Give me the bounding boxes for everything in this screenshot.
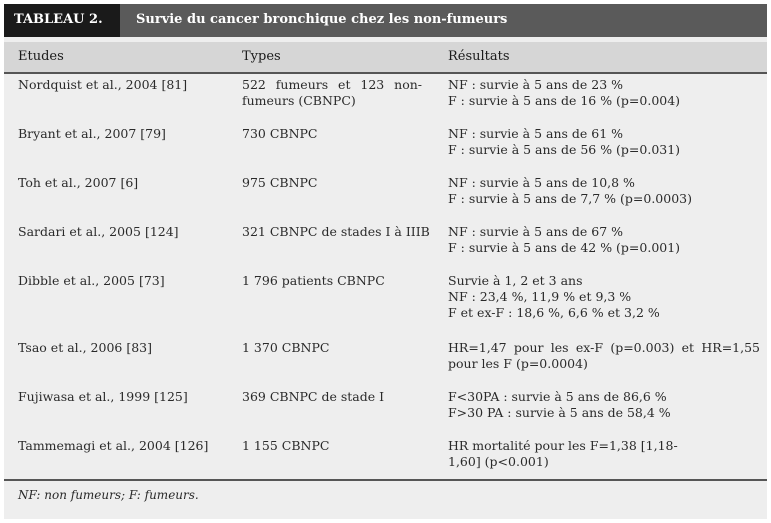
- results-cell: [448, 389, 760, 421]
- result-line: NF : 23,4 %, 11,9 % et 9,3 %: [448, 289, 632, 304]
- column-header-etudes: Etudes: [18, 49, 64, 64]
- result-line: F : survie à 5 ans de 7,7 % (p=0.0003): [448, 191, 692, 206]
- study-cell: Toh et al., 2007 [6]: [18, 175, 139, 190]
- study-cell: Tammemagi et al., 2004 [126]: [18, 438, 209, 453]
- study-cell: Dibble et al., 2005 [73]: [18, 273, 165, 288]
- header-divider: [4, 72, 767, 74]
- results-cell: [448, 273, 760, 321]
- table-title: Survie du cancer bronchique chez les non-fumeurs: [136, 12, 508, 27]
- column-header-types: Types: [242, 49, 281, 64]
- type-cell: 1 796 patients CBNPC: [242, 273, 385, 288]
- result-line: F et ex-F : 18,6 %, 6,6 % et 3,2 %: [448, 305, 660, 320]
- results-cell: HR mortalité pour les F=1,38 [1,18-1,60] (p<0.001): [448, 438, 678, 469]
- result-line: F : survie à 5 ans de 56 % (p=0.031): [448, 142, 681, 157]
- results-cell: [448, 126, 760, 158]
- type-cell: 975 CBNPC: [242, 175, 318, 190]
- results-cell: HR=1,47 pour les ex-F (p=0.003) et HR=1,55 pour les F (p=0.0004): [448, 340, 760, 371]
- table-frame: [4, 4, 767, 519]
- result-line: NF : survie à 5 ans de 67 %: [448, 224, 624, 239]
- type-cell: 1 155 CBNPC: [242, 438, 330, 453]
- type-cell: 369 CBNPC de stade I: [242, 389, 385, 404]
- result-line: F : survie à 5 ans de 42 % (p=0.001): [448, 240, 681, 255]
- table-footnote: NF: non fumeurs; F: fumeurs.: [18, 488, 199, 502]
- type-cell: 522 fumeurs et 123 non-fumeurs (CBNPC): [242, 77, 422, 108]
- type-cell: 321 CBNPC de stades I à IIIB: [242, 224, 430, 239]
- table-label-tag: [4, 4, 120, 37]
- table-header-row: [4, 42, 767, 72]
- result-line: NF : survie à 5 ans de 61 %: [448, 126, 624, 141]
- column-header-resultats: Résultats: [448, 49, 510, 64]
- type-cell: 1 370 CBNPC: [242, 340, 330, 355]
- result-line: F : survie à 5 ans de 16 % (p=0.004): [448, 93, 681, 108]
- result-line: NF : survie à 5 ans de 23 %: [448, 77, 624, 92]
- results-cell: [448, 77, 760, 109]
- study-cell: Fujiwasa et al., 1999 [125]: [18, 389, 188, 404]
- type-cell: 730 CBNPC: [242, 126, 318, 141]
- study-cell: Nordquist et al., 2004 [81]: [18, 77, 188, 92]
- result-line: F<30PA : survie à 5 ans de 86,6 %: [448, 389, 667, 404]
- result-line: F>30 PA : survie à 5 ans de 58,4 %: [448, 405, 671, 420]
- table-title-bar: [4, 4, 767, 37]
- study-cell: Sardari et al., 2005 [124]: [18, 224, 179, 239]
- results-cell: [448, 224, 760, 256]
- result-line: Survie à 1, 2 et 3 ans: [448, 273, 583, 288]
- footer-divider: [4, 479, 767, 481]
- result-line: NF : survie à 5 ans de 10,8 %: [448, 175, 635, 190]
- table-label: TABLEAU 2.: [14, 12, 103, 27]
- results-cell: [448, 175, 760, 207]
- study-cell: Tsao et al., 2006 [83]: [18, 340, 153, 355]
- study-cell: Bryant et al., 2007 [79]: [18, 126, 166, 141]
